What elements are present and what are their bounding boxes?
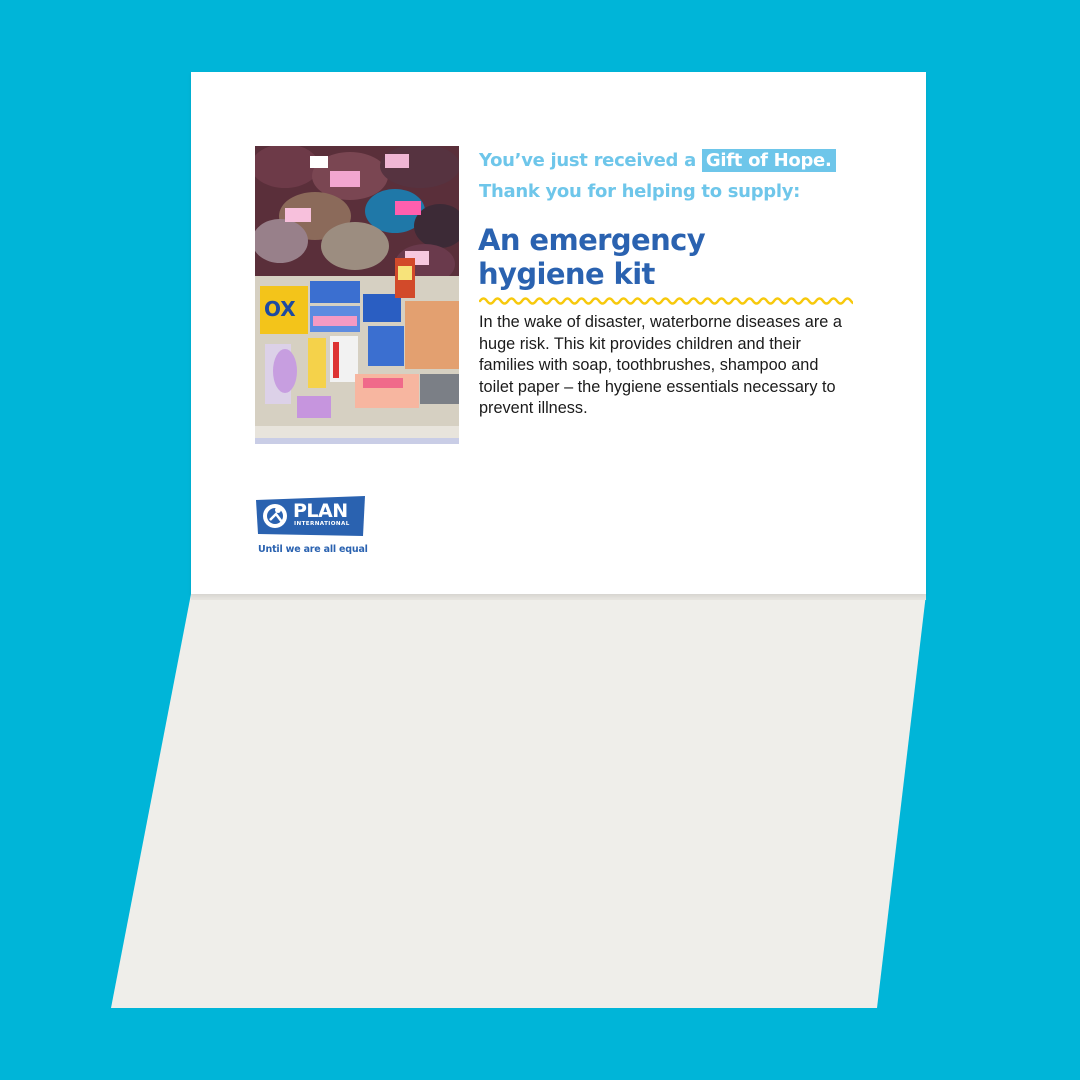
intro-line-2: Thank you for helping to supply:: [479, 181, 801, 202]
svg-text:OX: OX: [264, 297, 296, 321]
intro-line-1: [479, 150, 836, 171]
logo-tagline: Until we are all equal: [258, 544, 368, 555]
logo-subtitle: INTERNATIONAL: [294, 521, 350, 527]
gift-description: In the wake of disaster, waterborne diseases are a huge risk. This kit provides children and their families with soap, toothbrushes, shampoo and toilet paper – the hygiene essentials necessary to prevent illness.: [479, 313, 842, 417]
logo-wordmark: PLAN: [293, 500, 348, 522]
plan-international-logo: [256, 496, 365, 536]
intro-text: You’ve just received a: [479, 150, 696, 171]
wavy-divider: [479, 294, 853, 308]
gift-of-hope-highlight: Gift of Hope.: [702, 149, 836, 172]
hygiene-kit-photo: [255, 146, 459, 444]
gift-title: An emergency hygiene kit: [478, 223, 706, 291]
